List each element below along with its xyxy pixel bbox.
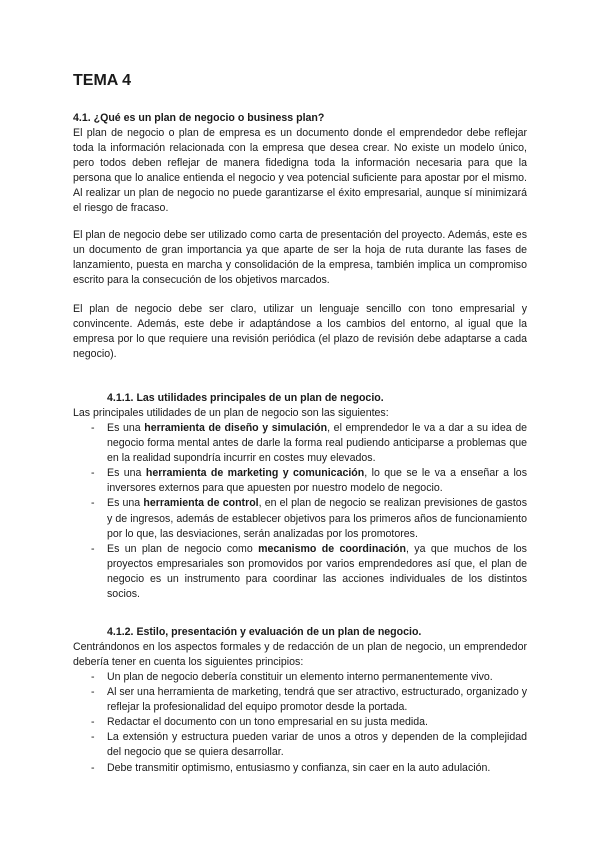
list-item xyxy=(73,421,527,466)
list-item xyxy=(73,730,527,760)
item-bold-text: herramienta de diseño y simulación xyxy=(144,422,328,434)
paragraph-2: El plan de negocio debe ser utilizado como carta de presentación del proyecto. Además, este es un documento de gran importancia ya que aparte de ser la hoja de ruta durante las fases de lanzamiento, puesta en marcha y consolidación de la empresa, también implica un compromiso escrito para la consecución de los objetivos marcados. xyxy=(73,229,527,287)
section-heading-4-1-1: 4.1.1. Las utilidades principales de un plan de negocio. xyxy=(107,392,384,404)
list-item xyxy=(73,496,527,541)
list-item xyxy=(73,670,527,685)
paragraph-3: El plan de negocio debe ser claro, utilizar un lenguaje sencillo con tono empresarial y convincente. Además, este debe ir adaptándose a los cambios del entorno, al igual que la empresa por lo que requiere una revisión periódica (el plazo de revisión debe adaptarse a cada negocio). xyxy=(73,303,527,361)
item-text: Un plan de negocio debería constituir un elemento interno permanentemente vivo. xyxy=(107,671,493,683)
paragraph-1: El plan de negocio o plan de empresa es un documento donde el emprendedor debe reflejar toda la información relacionada con la empresa que desea crear. No existe un modelo único, pero todos deben reflejar de manera fidedigna toda la información necesaria para que la persona que lo analice entienda el negocio y vea potencial suficiente para apostar por el mismo. Al realizar un plan de negocio no puede garantizarse el éxito empresarial, aunque sí minimizará el riesgo de fracaso. xyxy=(73,127,527,215)
list-bullet: - xyxy=(91,671,95,683)
item-text: , lo que se le va a enseñar a los inversores externos para que apuesten por nuestro modelo de negocio. xyxy=(107,467,527,495)
item-text: Al ser una herramienta de marketing, tendrá que ser atractivo, estructurado, organizado y reflejar la profesionalidad del equipo promotor desde la portada. xyxy=(107,686,527,714)
item-text: , ya que muchos de los proyectos empresariales son promovidos por varios emprendedores así que, el plan de negocio es un instrumento para coordinar las acciones individuales de los distintos socios. xyxy=(107,542,527,601)
list-bullet: - xyxy=(91,467,95,480)
item-bold-text: herramienta de marketing y comunicación xyxy=(145,467,365,480)
list-bullet: - xyxy=(91,686,95,699)
item-bold-text: mecanismo de coordinación xyxy=(258,542,406,555)
list-bullet: - xyxy=(91,761,95,774)
item-text: , el emprendedor le va a dar a su idea de negocio forma mental antes de darle la forma real pudiendo anticiparse a problemas que en la realidad supondría incurrir en costes muy elevados. xyxy=(107,422,527,465)
list-bullet: - xyxy=(91,542,95,555)
item-text: La extensión y estructura pueden variar de unos a otros y dependen de la complejidad del negocio que se quiera desarrollar. xyxy=(107,731,527,759)
item-text: Es una xyxy=(107,497,144,510)
list-bullet: - xyxy=(91,497,95,510)
section-heading-4-1-2: 4.1.2. Estilo, presentación y evaluación de un plan de negocio. xyxy=(107,626,422,638)
section-intro-4-1-2: Centrándonos en los aspectos formales y de redacción de un plan de negocio, un emprendedor debería tener en cuenta los siguientes principios: xyxy=(73,641,527,669)
section-intro-4-1-1: Las principales utilidades de un plan de negocio son las siguientes: xyxy=(73,407,389,419)
utilities-list xyxy=(73,421,527,602)
item-bold-text: herramienta de control xyxy=(143,497,259,510)
list-bullet: - xyxy=(91,422,95,434)
list-bullet: - xyxy=(91,716,95,729)
item-text: Es un plan de negocio como xyxy=(107,542,259,555)
list-item xyxy=(73,466,527,496)
list-item xyxy=(73,715,527,730)
item-text: Es una xyxy=(107,467,146,480)
item-text: Redactar el documento con un tono empresarial en su justa medida. xyxy=(107,716,428,729)
list-bullet: - xyxy=(91,731,95,744)
item-text: Debe transmitir optimismo, entusiasmo y confianza, sin caer en la auto adulación. xyxy=(107,761,491,774)
item-text: , en el plan de negocio se realizan previsiones de gastos y de ingresos, además de establecer objetivos para los primeros años de funcionamiento por lo que, las desviaciones, serán analizadas por los promotores. xyxy=(107,497,527,540)
list-item xyxy=(73,542,527,602)
section-heading-4-1: 4.1. ¿Qué es un plan de negocio o business plan? xyxy=(73,112,325,124)
principles-list xyxy=(73,670,527,776)
list-item xyxy=(73,761,527,776)
page-title: TEMA 4 xyxy=(73,72,132,89)
list-item xyxy=(73,685,527,715)
item-text: Es una xyxy=(107,422,145,434)
